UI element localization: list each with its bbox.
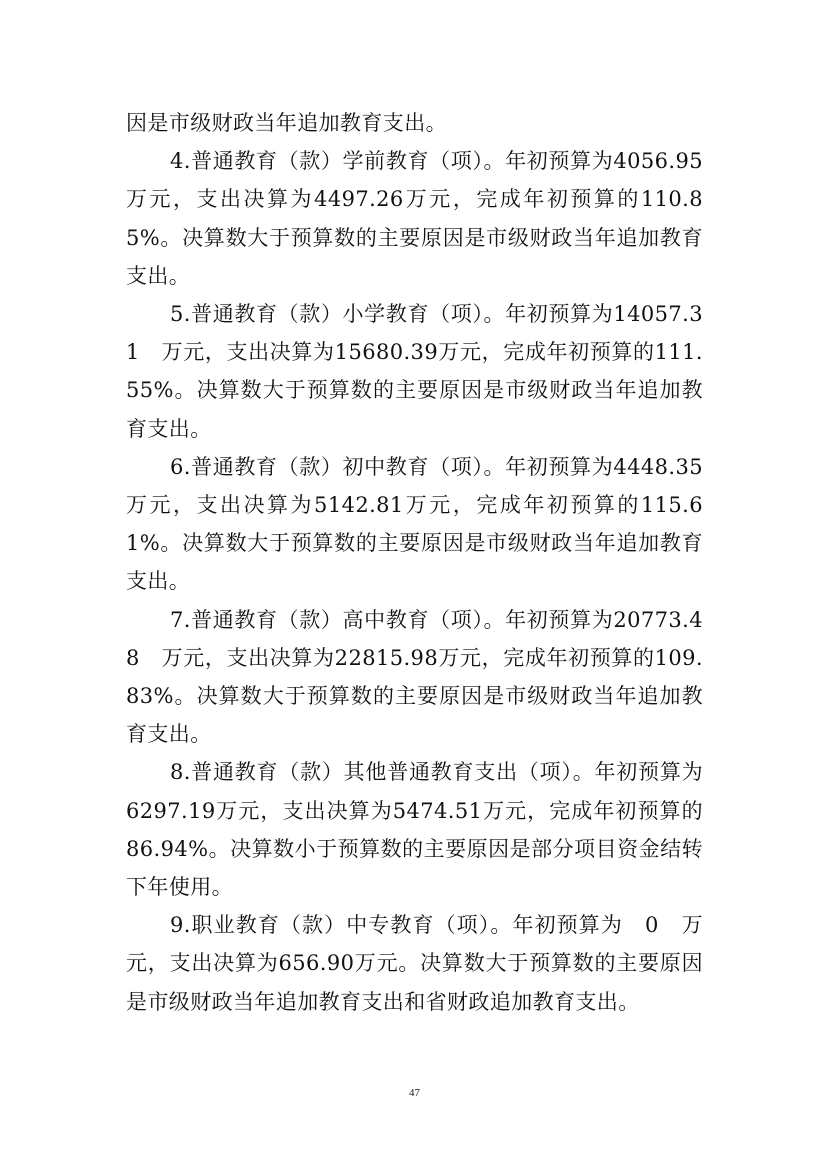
paragraph-item-6-junior-high: 6.普通教育（款）初中教育（项）。年初预算为4448.35 万元，支出决算为5142.81万元，完成年初预算的115.61%。决算数大于预算数的主要原因是市级财政当年追加教育支出。 bbox=[126, 454, 725, 594]
paragraph-item-4-preschool: 4.普通教育（款）学前教育（项）。年初预算为4056.95万元，支出决算为4497.26万元，完成年初预算的110.85%。决算数大于预算数的主要原因是市级财政当年追加教育支出。 bbox=[126, 149, 703, 288]
paragraph-item-9-vocational: 9.职业教育（款）中专教育（项）。年初预算为 0 万元，支出决算为656.90万元。决算数大于预算数的主要原因是市级财政当年追加教育支出和省财政追加教育支出。 bbox=[126, 913, 703, 1014]
page-number: 47 bbox=[409, 1087, 420, 1099]
paragraph-item-7-senior-high: 7.普通教育（款）高中教育（项）。年初预算为20773.48 万元，支出决算为22815.98万元，完成年初预算的109.83%。决算数大于预算数的主要原因是市级财政当年追加教育支出。 bbox=[126, 607, 703, 747]
paragraph-item-8-other-general: 8.普通教育（款）其他普通教育支出（项）。年初预算为 6297.19万元，支出决算为5474.51万元，完成年初预算的86.94%。决算数小于预算数的主要原因是部分项目资金结转下年使用。 bbox=[126, 760, 725, 900]
paragraph-item-5-primary: 5.普通教育（款）小学教育（项）。年初预算为14057.31 万元，支出决算为15680.39万元，完成年初预算的111.55%。决算数大于预算数的主要原因是市级财政当年追加教育支出。 bbox=[126, 302, 703, 441]
paragraph-continuation: 因是市级财政当年追加教育支出。 bbox=[126, 111, 447, 135]
